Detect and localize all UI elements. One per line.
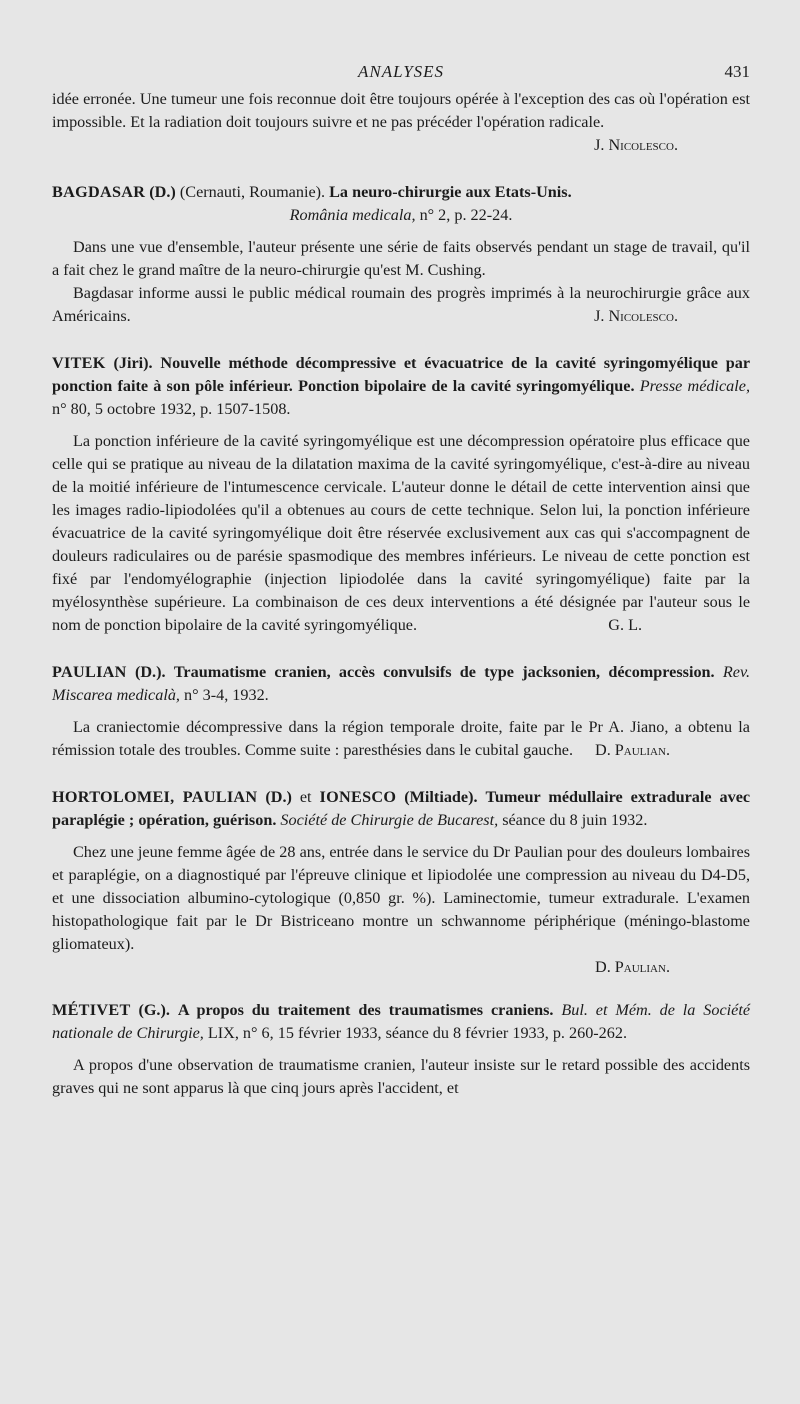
page-number: 431 [724,62,750,81]
journal-source: Société de Chirurgie de Bucarest, [280,811,499,829]
citation [52,352,750,421]
author-initials: (D.) [265,788,292,806]
signature: J. Nicolesco. [594,307,678,325]
abstract-paragraph: A propos d'une observation de traumatisme cranien, l'auteur insiste sur le retard possible des accidents graves qui ne sont apparus là que cinq jours après l'accident, et [52,1056,750,1097]
affiliation: (Cernauti, Roumanie). [179,183,326,201]
reference: n° 80, 5 octobre 1932, p. 1507-1508. [52,400,291,418]
intro-text: idée erronée. Une tumeur une fois reconnue doit être toujours opérée à l'exception des cas où l'opération est impossible. Et la radiation doit toujours suivre et ne pas précéder l'opération radicale. J. Nicolesco. [52,88,750,134]
abstract-vitek [52,352,750,637]
abstract-paulian [52,661,750,762]
abstract-hortolomei [52,786,750,979]
author: HORTOLOMEI, PAULIAN [52,788,258,806]
intro-abstract [52,88,750,157]
author-initials: (G.). [138,1001,170,1019]
abstract-metivet [52,999,750,1100]
article-title: La neuro-chirurgie aux Etats-Unis. [329,183,572,201]
abstract-bagdasar [52,181,750,328]
intro-signature: J. Nicolesco. [594,136,678,154]
reference: LIX, n° 6, 15 février 1933, séance du 8 février 1933, p. 260-262. [207,1024,628,1042]
reference: séance du 8 juin 1932. [502,811,648,829]
author-initials: (Jiri). [113,354,153,372]
page-header [52,58,750,88]
abstract-paragraph: La craniectomie décompressive dans la région temporale droite, faite par le Pr A. Jiano, a obtenu la rémission totale des troubles. Comme suite : paresthésies dans le cubital gauche. D. Paulian. [52,716,750,762]
abstract-paragraph: Dans une vue d'ensemble, l'auteur présente une série de faits observés pendant un stage de travail, qu'il a fait chez le grand maître de la neuro-chirurgie qu'est M. Cushing. [52,238,750,279]
citation [52,786,750,832]
running-title: ANALYSES [357,62,445,81]
second-author: IONESCO [319,788,397,806]
abstract-paragraph: Bagdasar informe aussi le public médical roumain des progrès imprimés à la neurochirurgie grâce aux Américains. J. Nicolesco. [52,282,750,328]
signature: G. L. [608,616,642,634]
author-initials: (D.). [134,663,166,681]
author: VITEK [52,354,106,372]
reference: n° 2, p. 22-24. [419,206,513,224]
journal-source: România medicala, [289,206,416,224]
abstract-paragraph: Chez une jeune femme âgée de 28 ans, entrée dans le service du Dr Paulian pour des douleurs lombaires et paraplégie, on a diagnostiqué par l'épreuve clinique et lipiodolée une compression au niveau du D4-D5, et une dissociation albumino-cytologique (0,850 gr. %). Laminectomie, tumeur extradurale. L'examen histopathologique fait par le Dr Bistriceano montre un schwannome périphérique (méningo-blastome gliomateux). [52,843,750,953]
article-title: Traumatisme cranien, accès convulsifs de type jacksonien, décompression. [173,663,715,681]
journal-source: Bul. et Mém. de la Société nationale de Chirurgie, [52,1001,751,1042]
second-author-initials: (Miltiade). [404,788,478,806]
author-initials: (D.) [149,183,176,201]
signature: D. Paulian. [595,741,670,759]
author: MÉTIVET [52,1001,131,1019]
author: PAULIAN [52,663,127,681]
journal-source: Rev. Miscarea medicalà, [52,663,751,704]
article-title: A propos du traitement des traumatismes craniens. [177,1001,554,1019]
citation [52,181,750,227]
author: BAGDASAR [52,183,146,201]
reference: n° 3-4, 1932. [184,686,269,704]
citation [52,999,750,1045]
signature: D. Paulian. [595,958,670,976]
article-title: Nouvelle méthode décompressive et évacuatrice de la cavité syringomyélique par ponction faite à son pôle inférieur. Ponction bipolaire de la cavité syringomyélique. [52,354,751,395]
citation [52,661,750,707]
abstract-paragraph: La ponction inférieure de la cavité syringomyélique est une décompression opératoire plus efficace que celle qui se pratique au niveau de la dilatation maxima de la cavité syringomyélique, c'est-à-dire au niveau de la moitié inférieure de l'intumescence cervicale. L'auteur donne le détail de cette intervention ainsi que les images radio-lipiodolées qu'il a obtenues au cours de cette technique. Selon lui, la ponction inférieure évacuatrice de la cavité syringomyélique doit être réservée exclusivement aux cas qui s'accompagnent de douleurs radiculaires ou de parésie spasmodique des membres inférieurs. Le niveau de cette ponction est fixé par l'endomyélographie (injection lipiodolée dans la cavité syringomyélique) faite par la myélosynthèse supérieure. La combinaison de ces deux interventions a été désignée par l'auteur sous le nom de ponction bipolaire de la cavité syringomyélique. G. L. [52,430,750,637]
article-title: Tumeur médullaire extradurale avec paraplégie ; opération, guérison. [52,788,751,829]
journal-source: Presse médicale, [639,377,751,395]
author-connector: et [299,788,312,806]
